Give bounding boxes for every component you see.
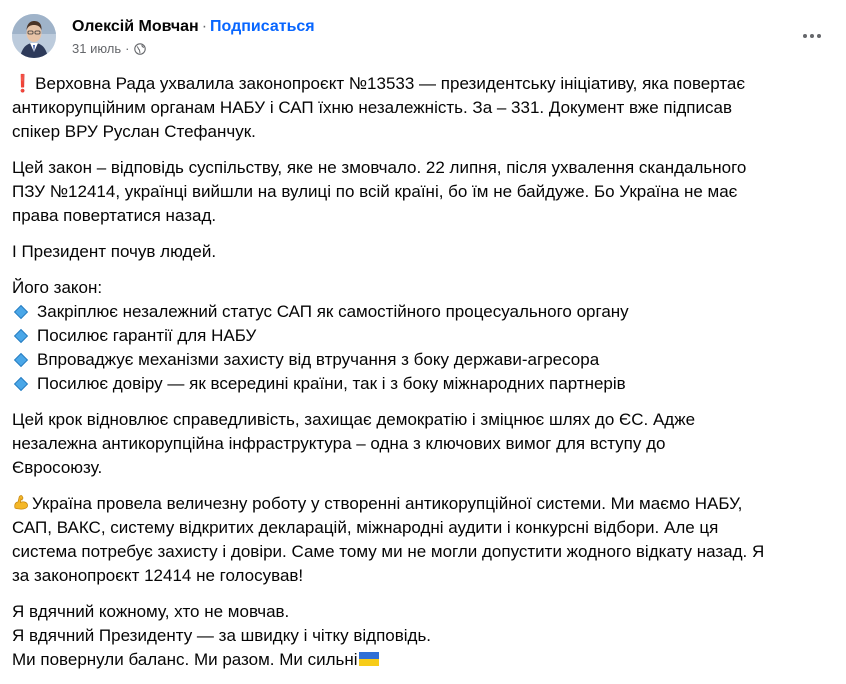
text-line: незалежна антикорупційна інфраструктура – одна з ключових вимог для вступу до	[12, 434, 666, 453]
blue-diamond-icon	[14, 377, 28, 391]
globe-icon[interactable]	[134, 43, 146, 55]
paragraph-line	[12, 492, 832, 516]
list-item	[12, 300, 832, 324]
paragraph-2	[12, 156, 832, 228]
paragraph-3	[12, 240, 832, 264]
blue-diamond-icon	[14, 305, 28, 319]
post-body	[12, 72, 832, 684]
more-horizontal-icon[interactable]	[800, 26, 824, 46]
list-item	[12, 324, 832, 348]
text-line: Україна провела величезну роботу у створенні антикорупційної системи. Ми маємо НАБУ,	[32, 494, 743, 513]
text-line: Я вдячний кожному, хто не мовчав.	[12, 602, 290, 621]
list-item	[12, 372, 832, 396]
paragraph-1	[12, 72, 832, 144]
red-exclamation-icon: ❗	[12, 74, 34, 93]
list-item	[12, 348, 832, 372]
text-line: Верховна Рада ухвалила законопроєкт №13533 — президентську ініціативу, яка повертає	[35, 74, 746, 93]
text-line: система потребує захисту і довіри. Саме тому ми не могли допустити жодного відкату назад. Я	[12, 542, 765, 561]
avatar[interactable]	[12, 14, 56, 58]
paragraph-7	[12, 600, 832, 672]
post-header	[12, 12, 834, 62]
text-line: Я вдячний Президенту — за швидку і чітку відповідь.	[12, 626, 432, 645]
avatar-image	[12, 14, 56, 58]
list-title: Його закон:	[12, 278, 103, 297]
blue-diamond-icon	[14, 353, 28, 367]
post-meta	[72, 41, 146, 57]
paragraph-line	[12, 72, 832, 96]
text-line: антикорупційним органам НАБУ і САП їхню незалежність. За – 331. Документ вже підписав	[12, 98, 732, 117]
paragraph-4	[12, 276, 832, 396]
list-item-text: Посилює довіру — як всередині країни, так і з боку міжнародних партнерів	[37, 374, 626, 393]
author-name[interactable]: Олексій Мовчан	[72, 18, 199, 35]
text-line: САП, ВАКС, систему відкритих декларацій, міжнародні аудити і конкурсні відбори. Але ця	[12, 518, 719, 537]
paragraph-line	[12, 648, 832, 672]
separator-dot: ·	[201, 18, 208, 35]
text-line: Цей крок відновлює справедливість, захищає демократію і зміцнює шлях до ЄС. Адже	[12, 410, 696, 429]
post-date[interactable]: 31 июль	[72, 41, 122, 56]
text-line: права повертатися назад.	[12, 206, 217, 225]
text-line: Цей закон – відповідь суспільству, яке не змовчало. 22 липня, після ухвалення скандального	[12, 158, 747, 177]
ukraine-flag-icon	[359, 652, 379, 666]
follow-button[interactable]: Подписаться	[210, 18, 315, 35]
meta-separator: ·	[125, 41, 130, 56]
text-line: спікер ВРУ Руслан Стефанчук.	[12, 122, 256, 141]
text-line: за законопроєкт 12414 не голосував!	[12, 566, 304, 585]
text-line: І Президент почув людей.	[12, 242, 217, 261]
paragraph-5	[12, 408, 832, 480]
blue-diamond-icon	[14, 329, 28, 343]
author-row	[72, 17, 315, 37]
list-item-text: Закріплює незалежний статус САП як самостійного процесуального органу	[37, 302, 629, 321]
text-line: ПЗУ №12414, українці вийшли на вулиці по всій країні, бо їм не байдуже. Бо Україна не має	[12, 182, 738, 201]
text-line: Ми повернули баланс. Ми разом. Ми сильні	[12, 650, 358, 669]
list-item-text: Посилює гарантії для НАБУ	[37, 326, 257, 345]
paragraph-6	[12, 492, 832, 588]
text-line: Євросоюзу.	[12, 458, 103, 477]
list-item-text: Впроваджує механізми захисту від втручання з боку держави-агресора	[37, 350, 600, 369]
flexed-biceps-icon	[12, 493, 30, 511]
